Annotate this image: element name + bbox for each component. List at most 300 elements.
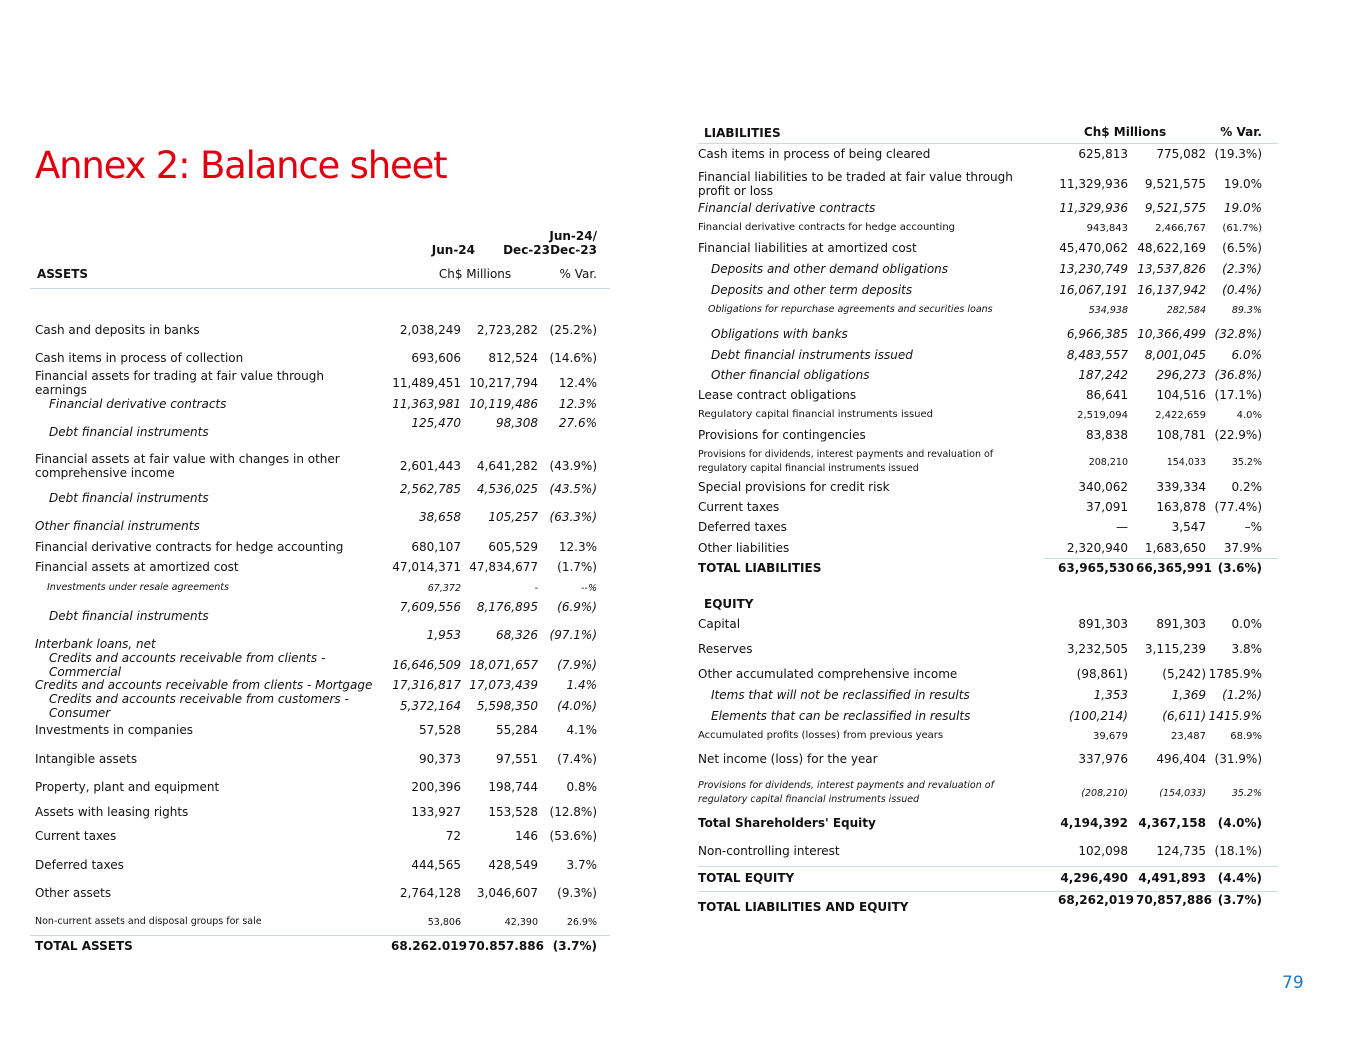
table-row (698, 614, 1278, 634)
value-jun24: 45,470,062 (1059, 241, 1128, 255)
row-label: Provisions for dividends, interest payments and revaluation of regulatory capital financial instruments issued (698, 449, 994, 474)
value-variation: 35.2% (1231, 456, 1262, 468)
table-row (35, 720, 610, 740)
value-dec23: 4,536,025 (476, 482, 538, 496)
row-label: Cash items in process of being cleared (698, 147, 931, 161)
value-variation: (43.9%) (549, 459, 597, 473)
value-jun24: 90,373 (419, 752, 461, 766)
value-jun24: 125,470 (411, 416, 461, 430)
value-dec23: 104,516 (1156, 388, 1206, 402)
table-row (698, 497, 1278, 517)
value-jun24: (98,861) (1076, 667, 1128, 681)
liabilities-section-label: LIABILITIES (704, 126, 781, 140)
row-label: Lease contract obligations (698, 388, 857, 402)
table-row (35, 802, 610, 822)
value-jun24: 5,372,164 (399, 699, 461, 713)
value-dec23: 66,365,991 (1136, 561, 1212, 575)
table-row (35, 320, 610, 340)
value-variation: (3.7%) (552, 939, 597, 953)
table-row (698, 477, 1278, 497)
value-dec23: 98,308 (496, 416, 538, 430)
value-jun24: (208,210) (1081, 787, 1128, 799)
table-row (698, 259, 1278, 279)
value-dec23: 42,390 (504, 916, 538, 928)
value-variation: (7.4%) (557, 752, 597, 766)
value-jun24: 86,641 (1086, 388, 1128, 402)
row-label: Property, plant and equipment (35, 780, 220, 794)
value-jun24: 102,098 (1078, 844, 1128, 858)
value-dec23: (154,033) (1159, 787, 1206, 799)
value-jun24: 943,843 (1086, 222, 1128, 234)
row-label: TOTAL LIABILITIES AND EQUITY (698, 900, 909, 914)
value-variation: 0.0% (1231, 617, 1262, 631)
value-jun24: 17,316,817 (392, 678, 461, 692)
value-variation: (6.5%) (1222, 241, 1262, 255)
value-variation: 26.9% (566, 916, 597, 928)
row-label: TOTAL ASSETS (35, 939, 133, 953)
value-variation: (77.4%) (1214, 500, 1262, 514)
value-dec23: 23,487 (1171, 730, 1206, 742)
table-row (698, 385, 1278, 405)
value-variation: (3.7%) (1217, 893, 1262, 907)
value-variation: 3.8% (1231, 642, 1262, 656)
row-label: Credits and accounts receivable from clients - Mortgage (35, 678, 373, 692)
table-row (698, 779, 1278, 807)
value-dec23: 48,622,169 (1137, 241, 1206, 255)
table-row (698, 425, 1278, 445)
value-variation: 19.0% (1223, 201, 1262, 215)
value-jun24: 68,262,019 (1058, 893, 1134, 907)
value-dec23: 4,367,158 (1138, 816, 1206, 830)
value-jun24: — (1116, 520, 1128, 534)
row-label: Financial liabilities at amortized cost (698, 241, 917, 255)
value-dec23: 18,071,657 (469, 658, 538, 672)
table-row (35, 912, 610, 932)
row-label: Other assets (35, 886, 112, 900)
value-dec23: 3,115,239 (1144, 642, 1206, 656)
value-variation: (31.9%) (1214, 752, 1262, 766)
table-row (35, 451, 610, 481)
value-dec23: 282,584 (1166, 304, 1206, 316)
value-variation: 1785.9% (1208, 667, 1262, 681)
value-dec23: (5,242) (1162, 667, 1206, 681)
value-jun24: 891,303 (1078, 617, 1128, 631)
value-jun24: 72 (445, 829, 461, 843)
table-row (698, 198, 1278, 218)
value-jun24: 53,806 (427, 916, 461, 928)
equity-section-label: EQUITY (704, 597, 754, 611)
value-variation: 35.2% (1231, 787, 1262, 799)
row-label: Investments in companies (35, 723, 193, 737)
value-dec23: 428,549 (488, 858, 538, 872)
row-label: Non-current assets and disposal groups for sale (35, 916, 262, 927)
value-jun24: 38,658 (419, 510, 461, 524)
value-variation: (63.3%) (549, 510, 597, 524)
value-jun24: 337,976 (1078, 752, 1128, 766)
table-row (698, 448, 1278, 476)
value-jun24: 16,646,509 (392, 658, 461, 672)
value-dec23: - (534, 582, 538, 594)
value-dec23: 10,119,486 (469, 397, 538, 411)
table-row (698, 218, 1278, 238)
row-label: Financial derivative contracts for hedge accounting (698, 222, 956, 233)
row-label: Elements that can be reclassified in results (711, 709, 971, 723)
value-jun24: 68.262.019 (391, 939, 467, 953)
table-row (698, 300, 1278, 320)
value-variation: 1.4% (566, 678, 597, 692)
value-dec23: 153,528 (488, 805, 538, 819)
table-row (698, 538, 1278, 558)
row-label: Investments under resale agreements (47, 582, 229, 593)
row-label: Total Shareholders' Equity (698, 816, 876, 830)
row-label: Current taxes (35, 829, 117, 843)
table-row (35, 749, 610, 769)
value-dec23: 9,521,575 (1144, 201, 1206, 215)
assets-header-divider (30, 288, 610, 289)
table-row (35, 482, 610, 508)
row-divider (698, 143, 1278, 144)
assets-table (35, 225, 610, 965)
value-dec23: 163,878 (1156, 500, 1206, 514)
page-number: 79 (1282, 973, 1304, 993)
value-variation: (43.5%) (549, 482, 597, 496)
value-jun24: 1,953 (426, 628, 461, 642)
value-jun24: 11,363,981 (392, 397, 461, 411)
table-row (698, 664, 1278, 684)
row-label: Financial derivative contracts (698, 201, 876, 215)
value-variation: (1.7%) (557, 560, 597, 574)
table-row (35, 369, 610, 397)
row-divider (698, 866, 1278, 867)
row-label: Other financial obligations (711, 368, 870, 382)
value-dec23: 775,082 (1156, 147, 1206, 161)
liabilities-var-label: % Var. (1220, 125, 1262, 139)
value-variation: (4.4%) (1217, 871, 1262, 885)
table-row (35, 348, 610, 368)
value-dec23: 105,257 (488, 510, 538, 524)
row-label: Debt financial instruments (49, 425, 209, 439)
table-row (698, 749, 1278, 769)
value-dec23: 55,284 (496, 723, 538, 737)
value-variation: (3.6%) (1217, 561, 1262, 575)
value-variation: (12.8%) (549, 805, 597, 819)
value-variation: 1415.9% (1208, 709, 1262, 723)
row-label: Debt financial instruments issued (711, 348, 913, 362)
table-row (35, 537, 610, 557)
value-dec23: 4,491,893 (1138, 871, 1206, 885)
table-row (698, 841, 1278, 861)
value-variation: 27.6% (558, 416, 597, 430)
value-variation: 68.9% (1230, 730, 1262, 742)
value-dec23: 68,326 (496, 628, 538, 642)
value-dec23: 10,366,499 (1137, 327, 1206, 341)
value-jun24: 3,232,505 (1066, 642, 1128, 656)
value-variation: 4.1% (566, 723, 597, 737)
value-variation: 0.2% (1231, 480, 1262, 494)
value-jun24: 11,329,936 (1059, 201, 1128, 215)
value-dec23: 70,857,886 (1136, 893, 1212, 907)
value-variation: --% (581, 582, 597, 594)
value-jun24: 2,764,128 (399, 886, 461, 900)
total-equity-row (698, 868, 1278, 888)
value-variation: 12.3% (558, 540, 597, 554)
row-label: Regulatory capital financial instruments issued (698, 409, 933, 420)
table-row (698, 685, 1278, 705)
value-jun24: 83,838 (1086, 428, 1128, 442)
value-dec23: 198,744 (488, 780, 538, 794)
value-dec23: 1,683,650 (1144, 541, 1206, 555)
table-row (698, 170, 1278, 198)
value-variation: (0.4%) (1222, 283, 1262, 297)
value-dec23: 47,834,677 (469, 560, 538, 574)
row-label: Credits and accounts receivable from clients - Commercial (49, 651, 326, 679)
value-variation: 12.3% (558, 397, 597, 411)
row-label: Provisions for contingencies (698, 428, 866, 442)
value-jun24: 340,062 (1078, 480, 1128, 494)
row-label: Financial assets at amortized cost (35, 560, 239, 574)
table-row (698, 726, 1278, 746)
value-variation: 4.0% (1236, 409, 1262, 421)
table-row (35, 394, 610, 414)
row-label: Credits and accounts receivable from customers - Consumer (49, 692, 349, 720)
total-shareholders-equity-row (698, 813, 1278, 833)
row-label: TOTAL LIABILITIES (698, 561, 822, 575)
table-row (698, 365, 1278, 385)
value-dec23: 97,551 (496, 752, 538, 766)
value-dec23: 16,137,942 (1137, 283, 1206, 297)
value-jun24: 625,813 (1078, 147, 1128, 161)
row-label: Obligations for repurchase agreements and securities loans (708, 304, 993, 315)
row-label: Deposits and other term deposits (711, 283, 913, 297)
row-label: Non-controlling interest (698, 844, 840, 858)
row-label: Capital (698, 617, 741, 631)
value-variation: (36.8%) (1214, 368, 1262, 382)
row-label: Special provisions for credit risk (698, 480, 890, 494)
value-variation: (2.3%) (1222, 262, 1262, 276)
value-dec23: 496,404 (1156, 752, 1206, 766)
row-label: Financial assets for trading at fair value through earnings (35, 369, 324, 397)
col-header-dec23: Dec-23 (503, 243, 550, 257)
value-jun24: 11,329,936 (1059, 177, 1128, 191)
value-variation: (6.9%) (557, 600, 597, 614)
value-variation: (19.3%) (1214, 147, 1262, 161)
value-variation: (1.2%) (1222, 688, 1262, 702)
value-variation: (7.9%) (557, 658, 597, 672)
value-variation: (22.9%) (1214, 428, 1262, 442)
value-dec23: 13,537,826 (1137, 262, 1206, 276)
total-liabilities-row (698, 558, 1278, 578)
value-jun24: 534,938 (1088, 304, 1128, 316)
value-jun24: 8,483,557 (1066, 348, 1128, 362)
value-jun24: 4,194,392 (1060, 816, 1128, 830)
row-label: Items that will not be reclassified in results (711, 688, 970, 702)
value-dec23: 891,303 (1156, 617, 1206, 631)
assets-section-label: ASSETS (37, 267, 89, 281)
value-dec23: 10,217,794 (469, 376, 538, 390)
value-dec23: 2,422,659 (1155, 409, 1206, 421)
row-label: Other liabilities (698, 541, 790, 555)
row-label: Deferred taxes (698, 520, 787, 534)
value-jun24: 47,014,371 (392, 560, 461, 574)
value-jun24: 187,242 (1078, 368, 1128, 382)
table-row (35, 692, 610, 720)
table-row (35, 600, 610, 626)
col-header-jun24: Jun-24 (431, 243, 475, 257)
row-label: Cash items in process of collection (35, 351, 244, 365)
value-jun24: 7,609,556 (399, 600, 461, 614)
value-jun24: 57,528 (419, 723, 461, 737)
liabilities-table (698, 120, 1278, 920)
value-dec23: 2,723,282 (476, 323, 538, 337)
value-variation: 12.4% (558, 376, 597, 390)
value-jun24: 133,927 (411, 805, 461, 819)
table-row (35, 826, 610, 846)
value-variation: (4.0%) (1217, 816, 1262, 830)
value-dec23: 154,033 (1166, 456, 1206, 468)
value-dec23: 3,046,607 (476, 886, 538, 900)
row-label: Provisions for dividends, interest payments and revaluation of regulatory capital financial instruments issued (698, 780, 994, 805)
row-label: Financial assets at fair value with changes in other comprehensive income (35, 452, 340, 480)
value-dec23: 812,524 (488, 351, 538, 365)
table-row (698, 405, 1278, 425)
total-liabilities-and-equity-row (698, 893, 1278, 917)
value-variation: –% (1244, 520, 1262, 534)
table-row (698, 345, 1278, 365)
table-row (698, 238, 1278, 258)
value-jun24: 208,210 (1088, 456, 1128, 468)
table-row (698, 706, 1278, 726)
value-jun24: 4,296,490 (1060, 871, 1128, 885)
value-jun24: 680,107 (411, 540, 461, 554)
table-row (35, 883, 610, 903)
value-jun24: 2,519,094 (1077, 409, 1128, 421)
row-label: Net income (loss) for the year (698, 752, 878, 766)
table-row (698, 280, 1278, 300)
value-jun24: 2,038,249 (399, 323, 461, 337)
row-label: Other financial instruments (35, 519, 200, 533)
col-header-variation: Jun-24/ Dec-23 (549, 229, 597, 257)
value-jun24: 6,966,385 (1066, 327, 1128, 341)
value-variation: 89.3% (1231, 304, 1262, 316)
table-row (698, 639, 1278, 659)
value-dec23: 5,598,350 (476, 699, 538, 713)
row-label: Reserves (698, 642, 753, 656)
value-dec23: 8,001,045 (1144, 348, 1206, 362)
value-dec23: 296,273 (1156, 368, 1206, 382)
row-label: Deferred taxes (35, 858, 124, 872)
page-title: Annex 2: Balance sheet (35, 144, 447, 187)
value-dec23: 146 (515, 829, 538, 843)
value-dec23: (6,611) (1162, 709, 1206, 723)
row-label: Deposits and other demand obligations (711, 262, 949, 276)
value-jun24: 2,601,443 (399, 459, 461, 473)
table-row (698, 324, 1278, 344)
value-variation: 3.7% (566, 858, 597, 872)
value-dec23: 9,521,575 (1144, 177, 1206, 191)
total-assets-row (35, 936, 610, 956)
value-variation: (14.6%) (549, 351, 597, 365)
value-jun24: 11,489,451 (392, 376, 461, 390)
value-dec23: 108,781 (1156, 428, 1206, 442)
row-label: Interbank loans, net (35, 637, 156, 651)
value-variation: (53.6%) (549, 829, 597, 843)
value-dec23: 2,466,767 (1155, 222, 1206, 234)
value-dec23: 3,547 (1171, 520, 1206, 534)
row-label: Cash and deposits in banks (35, 323, 200, 337)
table-row (35, 510, 610, 536)
value-dec23: 8,176,895 (476, 600, 538, 614)
value-dec23: 1,369 (1171, 688, 1206, 702)
value-dec23: 339,334 (1156, 480, 1206, 494)
value-jun24: 67,372 (427, 582, 461, 594)
row-label: Accumulated profits (losses) from previous years (698, 730, 944, 741)
value-variation: (18.1%) (1214, 844, 1262, 858)
value-dec23: 605,529 (488, 540, 538, 554)
row-label: Other accumulated comprehensive income (698, 667, 958, 681)
row-label: Current taxes (698, 500, 780, 514)
row-label: Debt financial instruments (49, 609, 209, 623)
value-variation: 6.0% (1231, 348, 1262, 362)
row-label: Assets with leasing rights (35, 805, 189, 819)
value-variation: (9.3%) (557, 886, 597, 900)
row-divider (698, 891, 1278, 892)
row-label: Financial derivative contracts for hedge accounting (35, 540, 344, 554)
value-jun24: 2,320,940 (1066, 541, 1128, 555)
row-label: Financial derivative contracts (49, 397, 227, 411)
assets-units-label: Ch$ Millions (438, 267, 512, 281)
value-jun24: 200,396 (411, 780, 461, 794)
value-variation: 0.8% (566, 780, 597, 794)
value-variation: (4.0%) (557, 699, 597, 713)
row-label: Financial liabilities to be traded at fair value through profit or loss (698, 170, 1013, 198)
value-variation: (32.8%) (1214, 327, 1262, 341)
table-row (35, 557, 610, 577)
value-jun24: 37,091 (1086, 500, 1128, 514)
row-label: Debt financial instruments (49, 491, 209, 505)
value-jun24: 1,353 (1093, 688, 1128, 702)
value-jun24: 2,562,785 (399, 482, 461, 496)
value-variation: 19.0% (1223, 177, 1262, 191)
value-jun24: (100,214) (1069, 709, 1128, 723)
value-variation: (61.7%) (1222, 222, 1262, 234)
assets-var-label: % Var. (559, 267, 597, 281)
liabilities-units-label: Ch$ Millions (1083, 125, 1167, 139)
value-dec23: 70.857.886 (468, 939, 544, 953)
table-row (698, 517, 1278, 537)
value-jun24: 39,679 (1093, 730, 1128, 742)
row-label: Obligations with banks (711, 327, 848, 341)
value-dec23: 17,073,439 (469, 678, 538, 692)
value-dec23: 124,735 (1156, 844, 1206, 858)
value-variation: (25.2%) (549, 323, 597, 337)
table-row (35, 855, 610, 875)
table-row (35, 416, 610, 442)
value-jun24: 63,965,530 (1058, 561, 1134, 575)
value-variation: (17.1%) (1214, 388, 1262, 402)
value-jun24: 693,606 (411, 351, 461, 365)
value-variation: 37.9% (1223, 541, 1262, 555)
table-row (35, 578, 610, 598)
table-row (698, 144, 1278, 164)
value-jun24: 444,565 (411, 858, 461, 872)
value-variation: (97.1%) (549, 628, 597, 642)
value-jun24: 13,230,749 (1059, 262, 1128, 276)
row-label: TOTAL EQUITY (698, 871, 795, 885)
row-label: Intangible assets (35, 752, 138, 766)
value-jun24: 16,067,191 (1059, 283, 1128, 297)
table-row (35, 777, 610, 797)
value-dec23: 4,641,282 (476, 459, 538, 473)
